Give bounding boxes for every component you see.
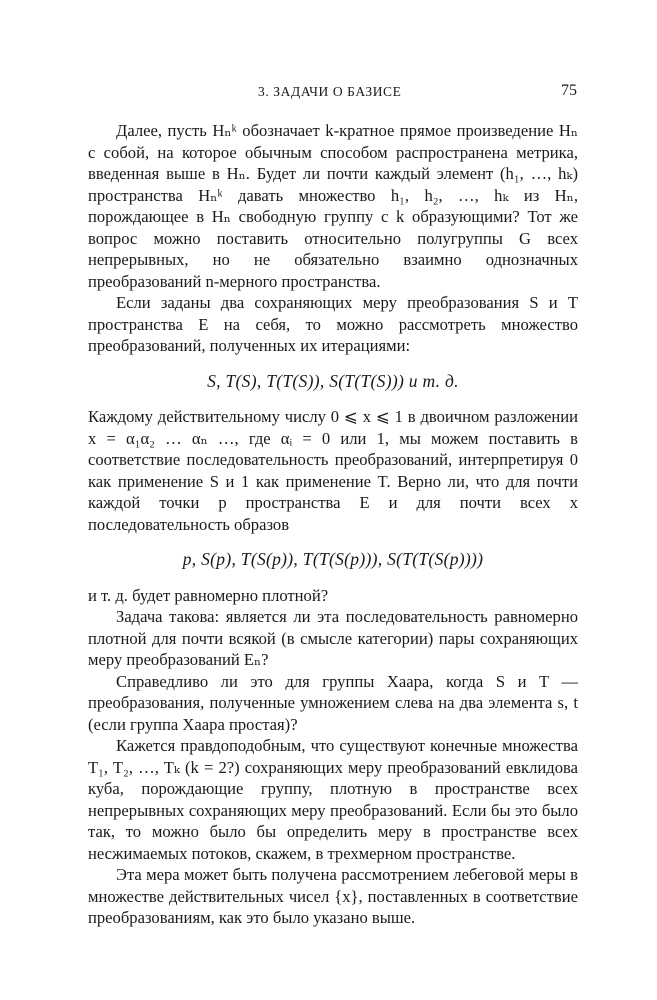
page-number: 75 bbox=[561, 82, 577, 99]
formula-iterations: S, T(S), T(T(S)), S(T(T(S))) и т. д. bbox=[207, 370, 459, 391]
paragraph-6: Справедливо ли это для группы Хаара, когда S и T — преобразования, полученные умножением слева на два элемента s, t (если группа Хаара простая)? bbox=[88, 671, 578, 734]
paragraph-7: Кажется правдоподобным, что существуют конечные множества T₁, T₂, …, Tₖ (k = 2?) сохраняющих меру преобразований евклидова куба, порождающие группу, плотную в пространстве всех непрерывных сохраняющих меру преобразований. Если бы это было так, то можно было бы определить меру в пространстве всех несжимаемых потоков, скажем, в трехмерном пространстве. bbox=[88, 736, 578, 863]
paragraph-8: Эта мера может быть получена рассмотрением лебеговой меры в множестве действительных чисел {x}, поставленных в соответствие преобразованиям, как это было указано выше. bbox=[88, 865, 578, 927]
paragraph-2: Если заданы два сохраняющих меру преобразования S и T пространства E на себя, то можно рассмотреть множество преобразований, полученных их итерациями: bbox=[88, 293, 578, 355]
formula-images: p, S(p), T(S(p)), T(T(S(p))), S(T(T(S(p)))) bbox=[182, 549, 484, 569]
paragraph-3: Каждому действительному числу 0 ⩽ x ⩽ 1 в двоичном разложении x = α₁α₂ … αₙ …, где αᵢ = 0 или 1, мы можем поставить в соответствие последовательность преобразований, интерпретируя 0 как применение S и 1 как применение T. Верно ли, что для почти каждой точки p пространства E и для почти всех x последовательность образов bbox=[88, 407, 578, 534]
paragraph-4: и т. д. будет равномерно плотной? bbox=[88, 585, 329, 605]
running-head: 3. ЗАДАЧИ О БАЗИСЕ bbox=[258, 84, 402, 99]
body-text bbox=[88, 120, 578, 929]
paragraph-1: Далее, пусть Hₙᵏ обозначает k-кратное прямое произведение Hₙ с собой, на которое обычным способом распространена метрика, введенная выше в Hₙ. Будет ли почти каждый элемент (h₁, …, hₖ) пространства Hₙᵏ давать множество h₁, h₂, …, hₖ из Hₙ, порождающее в Hₙ свободную группу с k образующими? Тот же вопрос можно поставить относительно полугруппы G всех непрерывных, но не обязательно взаимно однозначных преобразований n-мерного пространства. bbox=[88, 121, 578, 291]
paragraph-5: Задача такова: является ли эта последовательность равномерно плотной для почти всякой (в смысле категории) пары сохраняющих меру преобразований Eₙ? bbox=[88, 607, 578, 669]
